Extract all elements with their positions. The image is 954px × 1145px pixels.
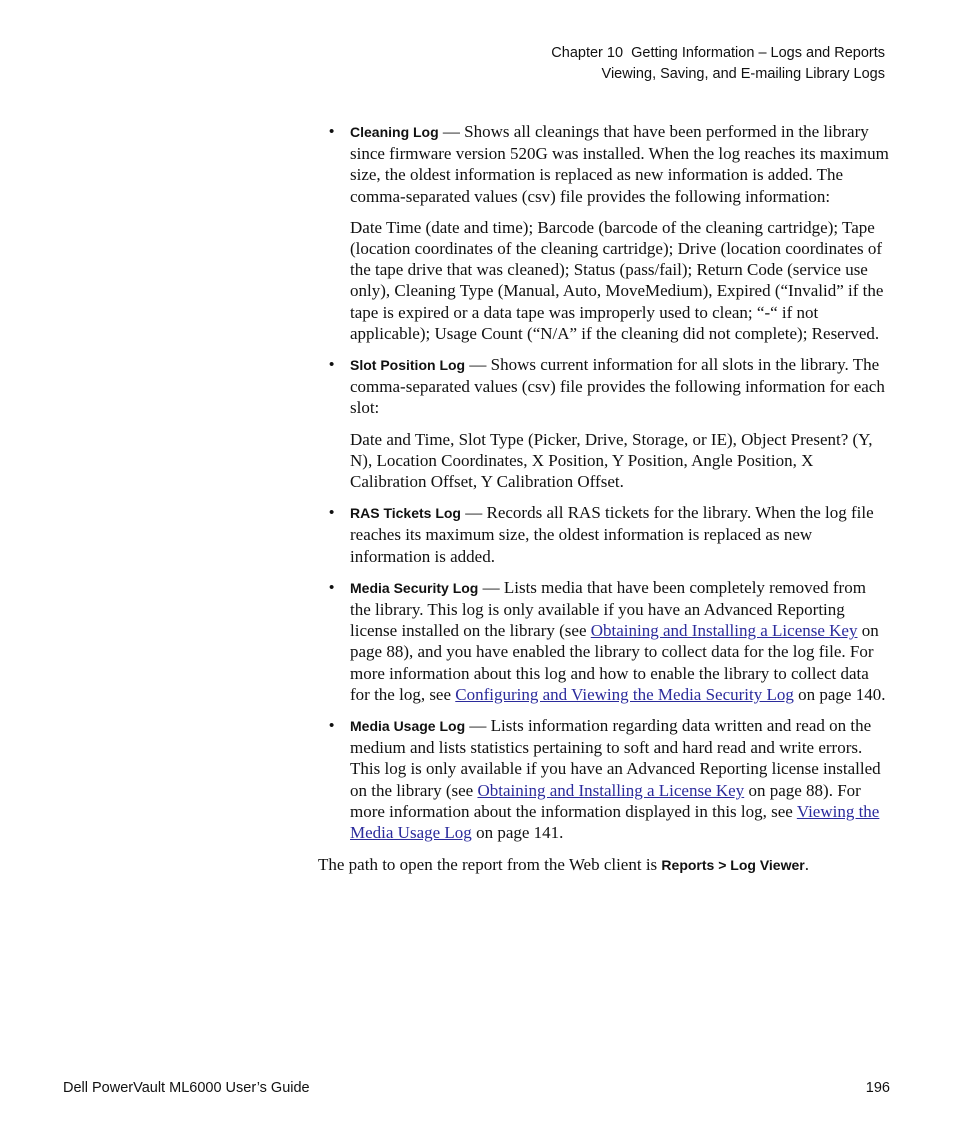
term-cleaning-log: Cleaning Log [350,124,439,140]
chapter-title: Chapter 10 Getting Information – Logs and Reports [551,45,885,61]
bullet-icon: • [329,356,335,374]
closing-text: The path to open the report from the Web client is [318,855,662,875]
item-detail: Date Time (date and time); Barcode (barcode of the cleaning cartridge); Tape (location coordinates of the cleaning cartridge); Drive (location coordinates of the tape drive that was cleaned); Status (pass/fail); Return Code (service use only), Cleaning Type (Manual, Auto, MoveMedium), Expired (“Invalid” if the tape is expired or a data tape was improperly used to clean; “-“ if not applicable); Usage Count (“N/A” if the cleaning did not complete); Reserved. [350,217,884,343]
em-dash: — [478,577,504,597]
item-description: Shows current information for all slots in the library. The comma-separated values (csv) file provides the following information for each slot: [350,355,885,418]
item-detail: Date and Time, Slot Type (Picker, Drive, Storage, or IE), Object Present? (Y, N), Location Coordinates, X Position, Y Position, Angle Position, X Calibration Offset, Y Calibration Offset. [350,429,873,492]
closing-paragraph [318,854,890,876]
item-description: Records all RAS tickets for the library. When the log file reaches its maximum size, the oldest information is replaced as new information is added. [350,503,874,566]
link-media-security-log[interactable]: Configuring and Viewing the Media Security Log [455,684,794,704]
term-slot-position-log: Slot Position Log [350,357,466,374]
link-obtaining-license-key[interactable]: Obtaining and Installing a License Key [590,621,858,641]
em-dash: — [461,503,487,523]
list-item-ras-tickets-log [318,502,890,567]
list-item-slot-position-log [318,354,890,492]
running-header [551,43,885,84]
em-dash: — [438,122,465,141]
link-media-usage-log[interactable]: Viewing the Media Usage Log [350,801,880,843]
bullet-icon: • [329,504,335,522]
em-dash: — [465,716,491,736]
menu-path: Reports > Log Viewer [661,857,805,874]
link-obtaining-license-key[interactable]: Obtaining and Installing a License Key [477,780,745,800]
item-description: Lists information regarding data written and read on the medium and lists statistics pertaining to soft and hard read and write errors. This log is only available if you have an Advanced Reporting license installed on the library (see [350,716,881,800]
bullet-icon: • [329,717,335,735]
footer-guide-title: Dell PowerVault ML6000 User’s Guide [63,1080,310,1096]
bullet-icon: • [329,123,335,140]
term-ras-tickets-log: RAS Tickets Log [350,505,461,522]
list-item-cleaning-log [318,121,890,344]
item-description: on page 141. [471,823,564,843]
item-description: Shows all cleanings that have been performed in the library since firmware version 520G was installed. When the log reaches its maximum size, the oldest information is replaced as new information is added. The comma-separated values (csv) file provides the following information: [350,122,889,206]
footer-page-number: 196 [865,1080,890,1096]
term-media-security-log: Media Security Log [350,579,479,596]
item-description: on page 88). For more information about the information displayed in this log, see [350,780,861,821]
list-item-media-usage-log [318,715,890,843]
closing-period: . [804,855,809,875]
item-description: Lists media that have been completely removed from the library. This log is only available if you have an Advanced Reporting license installed on the library (see [350,577,866,641]
list-item-media-security-log [318,577,890,705]
main-content [318,121,890,887]
bullet-icon: • [329,578,335,596]
em-dash: — [465,355,491,375]
section-title: Viewing, Saving, and E-mailing Library Logs [601,65,885,82]
item-description: on page 88), and you have enabled the library to collect data for the log file. For more information about this log and how to enable the library to collect data for the log, see [350,621,879,704]
term-media-usage-log: Media Usage Log [350,718,466,735]
item-description: on page 140. [793,684,886,704]
